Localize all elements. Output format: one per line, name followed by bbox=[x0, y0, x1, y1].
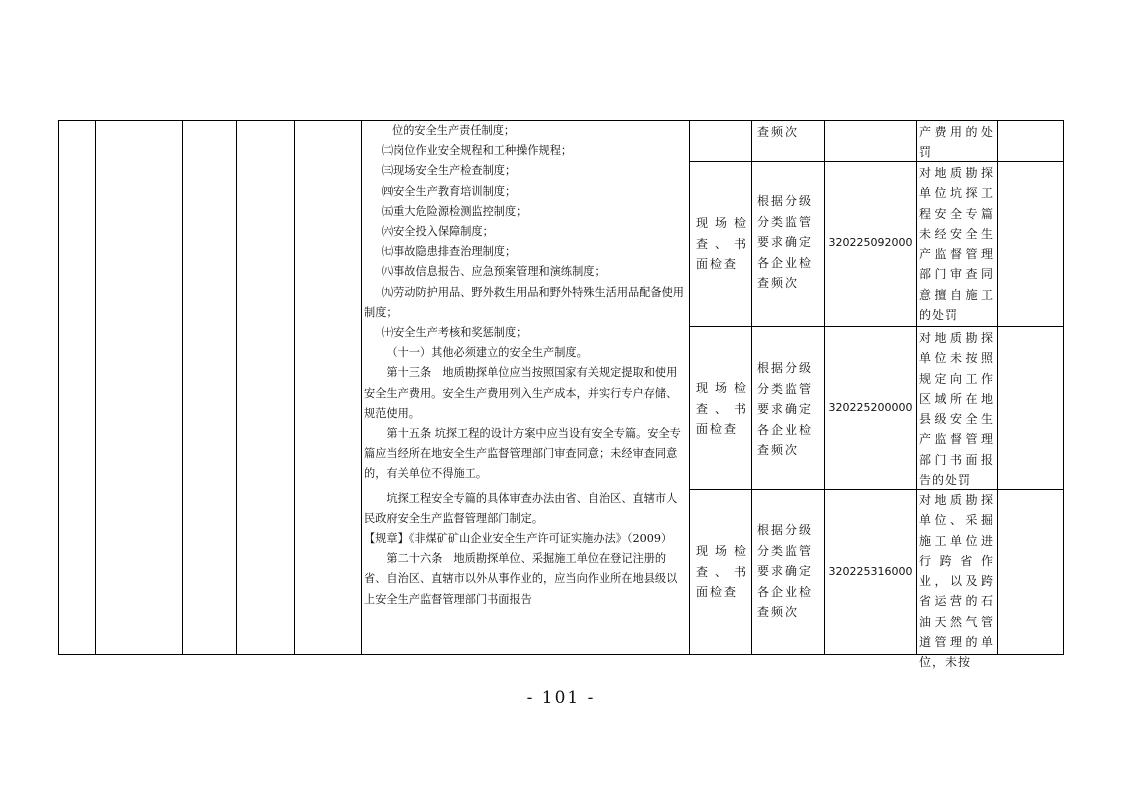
column-divider bbox=[361, 120, 362, 655]
law-article: 第二十六条 地质勘探单位、采掘施工单位在登记注册的省、自治区、直辖市以外从事作业的，应当向作业所在地县级以上安全生产监督管理部门书面报告 bbox=[364, 552, 678, 606]
check-frequency: 根据分级分类监管要求确定各企业检查频次 bbox=[757, 194, 814, 290]
law-line: （十一）其他必须建立的安全生产制度。 bbox=[386, 346, 588, 360]
law-article: 坑探工程安全专篇的具体审查办法由省、自治区、直辖市人民政府安全生产监督管理部门制定。 bbox=[364, 491, 678, 525]
column-divider bbox=[751, 120, 752, 655]
law-line: ㈢现场安全生产检查制度； bbox=[381, 164, 517, 178]
law-line: ㈧事故信息报告、应急预案管理和演练制度； bbox=[381, 265, 606, 279]
violation-description: 对地质勘探单位坑探工程安全专篇未经安全生产监督管理部门审查同意擅自施工的处罚 bbox=[919, 166, 994, 323]
item-code: 320225092000 bbox=[828, 236, 913, 249]
column-divider bbox=[236, 120, 237, 655]
column-divider bbox=[997, 120, 998, 655]
check-frequency: 根据分级分类监管要求确定各企业检查频次 bbox=[757, 523, 814, 619]
row-divider bbox=[689, 326, 1064, 327]
law-article: 第十五条 坑探工程的设计方案中应当设有安全专篇。安全专篇应当经所在地安全生产监督管理部门审查同意；未经审查同意的，有关单位不得施工。 bbox=[364, 427, 681, 481]
check-method: 现场检查、书面检查 bbox=[696, 544, 748, 599]
row-divider bbox=[689, 161, 1064, 162]
item-code: 320225200000 bbox=[828, 401, 913, 414]
item-code: 320225316000 bbox=[828, 565, 913, 578]
law-article: 第十三条 地质勘探单位应当按照国家有关规定提取和使用安全生产费用。安全生产费用列入生产成本，并实行专户存储、 规范使用。 bbox=[364, 366, 678, 420]
law-regulation-title: 【规章】《非煤矿矿山企业安全生产许可证实施办法》（2009） bbox=[364, 532, 673, 546]
law-line: 位的安全生产责任制度； bbox=[392, 124, 516, 137]
check-frequency: 查频次 bbox=[757, 125, 800, 139]
law-line: ㈣安全生产教育培训制度； bbox=[381, 184, 517, 198]
law-line: ㈩安全生产考核和奖惩制度； bbox=[381, 326, 528, 340]
column-divider bbox=[294, 120, 295, 655]
check-frequency: 根据分级分类监管要求确定各企业检查频次 bbox=[757, 361, 814, 457]
law-line: ㈡岗位作业安全规程和工种操作规程； bbox=[381, 144, 573, 158]
page-number: - 101 - bbox=[526, 688, 596, 708]
violation-description: 对地质勘探单位未按照规定向工作区域所在地县级安全生产监督管理部门书面报告的处罚 bbox=[919, 331, 994, 488]
column-divider bbox=[182, 120, 183, 655]
violation-description: 产费用的处罚 bbox=[919, 125, 994, 160]
column-divider bbox=[95, 120, 96, 655]
law-line: ㈦事故隐患排查治理制度； bbox=[381, 245, 517, 259]
check-method: 现场检查、书面检查 bbox=[696, 381, 748, 436]
law-line: ㈥安全投入保障制度； bbox=[381, 225, 494, 239]
row-divider bbox=[689, 489, 1064, 490]
check-method: 现场检查、书面检查 bbox=[696, 216, 748, 271]
law-text-cell bbox=[364, 121, 688, 610]
law-line: ㈨劳动防护用品、野外救生用品和野外特殊生活用品配备使用制度； bbox=[364, 285, 684, 319]
violation-description: 对地质勘探单位、采掘施工单位进行跨省作业，以及跨省运营的石油天然气管道管理的单位，未按 bbox=[919, 493, 994, 670]
law-line: ㈤重大危险源检测监控制度； bbox=[381, 204, 528, 218]
column-divider bbox=[689, 120, 690, 655]
